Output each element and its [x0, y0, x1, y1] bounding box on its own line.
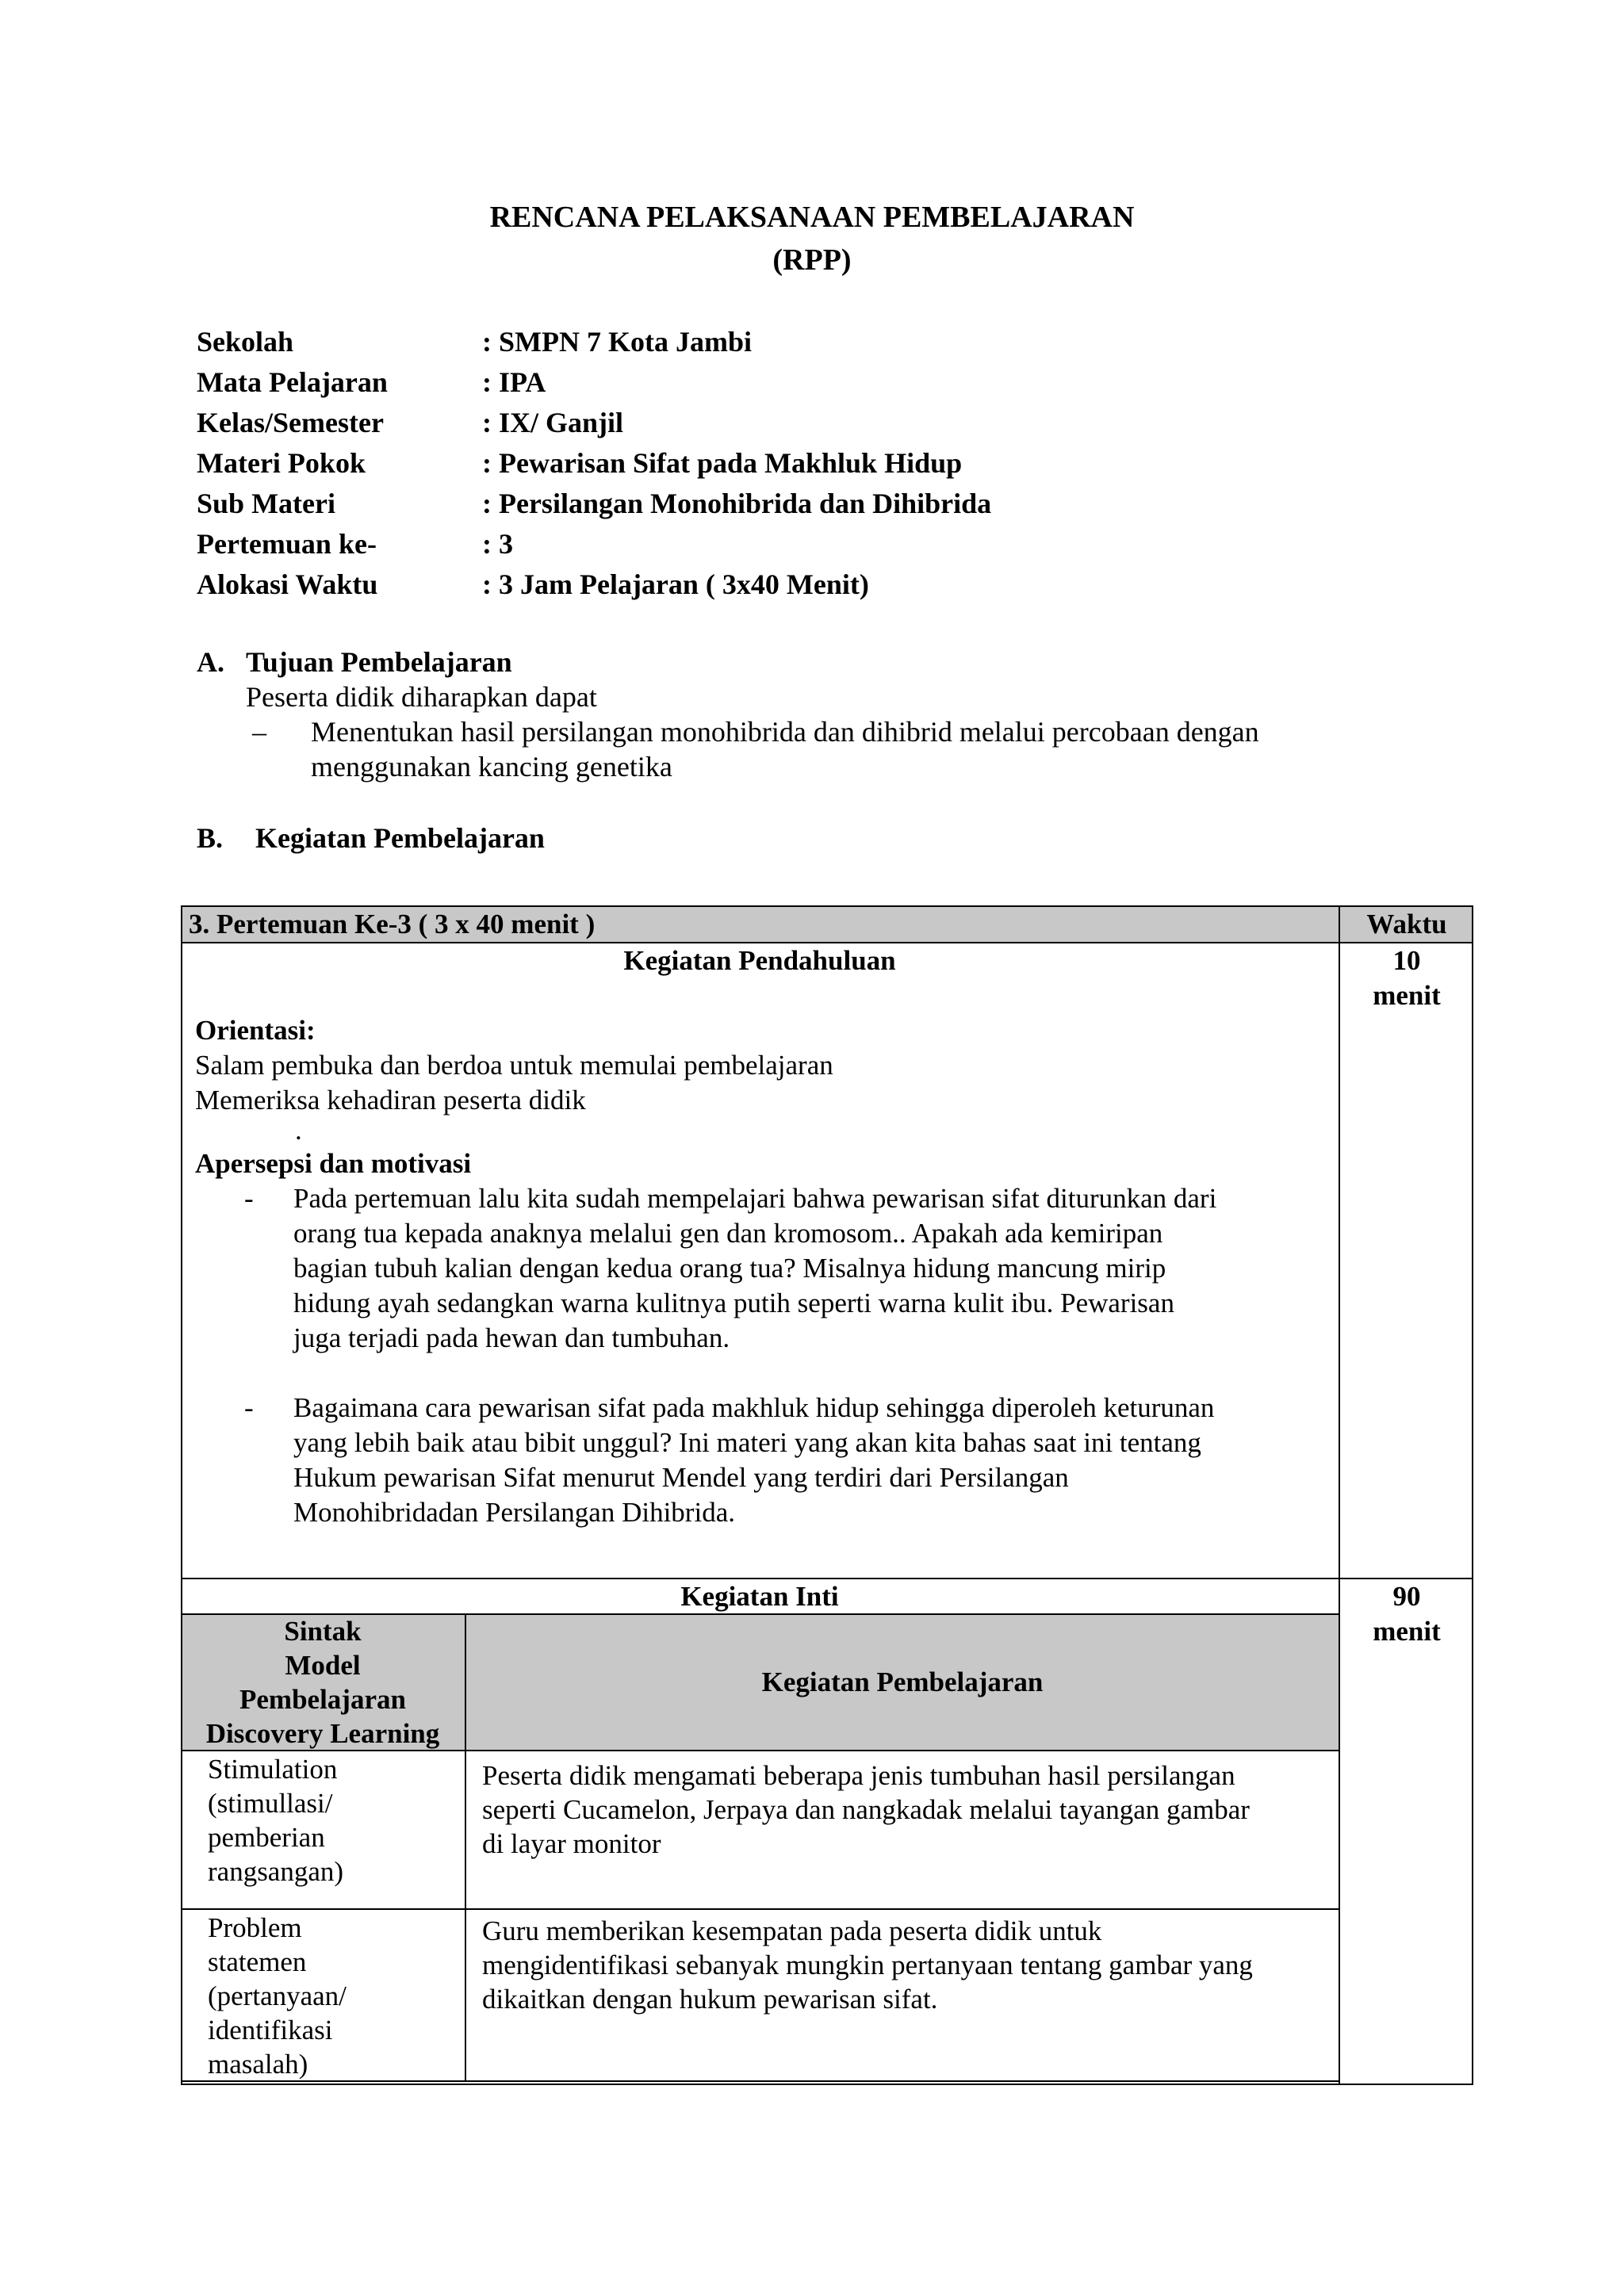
sintak-header-line: Pembelajaran	[239, 1684, 406, 1715]
sintak-header-line: Model	[285, 1650, 361, 1681]
bullet-marker: –	[252, 716, 266, 748]
apersepsi-para1-line: bagian tubuh kalian dengan kedua orang tua? Misalnya hidung mancung mirip	[293, 1253, 1166, 1284]
orientasi-dot: .	[295, 1115, 302, 1146]
problem-sintak-line: (pertanyaan/	[208, 1980, 347, 2011]
apersepsi-title: Apersepsi dan motivasi	[195, 1148, 472, 1179]
document-subtitle: (RPP)	[772, 243, 852, 277]
apersepsi-para1-line: Pada pertemuan lalu kita sudah mempelajari bahwa pewarisan sifat diturunkan dari	[293, 1183, 1217, 1214]
inti-title: Kegiatan Inti	[680, 1581, 839, 1612]
row-stimulation-rule	[181, 1908, 1339, 1910]
inti-time-value: 90	[1392, 1581, 1421, 1612]
identity-label: Sub Materi	[197, 488, 335, 519]
identity-value: : Persilangan Monohibrida dan Dihibrida	[482, 488, 992, 519]
apersepsi-para2-line: Monohibridadan Persilangan Dihibrida.	[293, 1497, 735, 1528]
identity-value: : IPA	[482, 366, 546, 398]
identity-label: Alokasi Waktu	[197, 568, 378, 600]
identity-label: Kelas/Semester	[197, 407, 384, 438]
table-header-meeting: 3. Pertemuan Ke-3 ( 3 x 40 menit )	[189, 909, 596, 939]
inti-time-unit: menit	[1373, 1616, 1441, 1647]
section-a-letter: A.	[197, 646, 224, 678]
identity-label: Pertemuan ke-	[197, 528, 377, 560]
table-border-bottom	[181, 2084, 1473, 2085]
table-inner-bottom	[181, 2080, 1339, 2082]
problem-sintak-line: Problem	[208, 1912, 302, 1943]
identity-label: Materi Pokok	[197, 447, 366, 479]
apersepsi-para2-line: Hukum pewarisan Sifat menurut Mendel yang terdiri dari Persilangan	[293, 1462, 1069, 1493]
stimulation-sintak-line: rangsangan)	[208, 1856, 344, 1887]
orientasi-line-2: Memeriksa kehadiran peserta didik	[195, 1085, 586, 1115]
waktu-column-divider	[1339, 905, 1340, 2085]
apersepsi-para1-line: orang tua kepada anaknya melalui gen dan kromosom.. Apakah ada kemiripan	[293, 1218, 1163, 1249]
objective-line-2: menggunakan kancing genetika	[311, 751, 672, 783]
section-b-title: Kegiatan Pembelajaran	[255, 822, 545, 854]
stimulation-kegiatan-line: Peserta didik mengamati beberapa jenis tumbuhan hasil persilangan	[482, 1760, 1235, 1791]
problem-sintak-line: masalah)	[208, 2049, 308, 2080]
apersepsi-para1-line: juga terjadi pada hewan dan tumbuhan.	[293, 1322, 730, 1353]
stimulation-kegiatan-line: seperti Cucamelon, Jerpaya dan nangkadak melalui tayangan gambar	[482, 1794, 1250, 1825]
identity-value: : Pewarisan Sifat pada Makhluk Hidup	[482, 447, 963, 479]
apersepsi-para2-line: yang lebih baik atau bibit unggul? Ini materi yang akan kita bahas saat ini tentang	[293, 1427, 1201, 1458]
stimulation-sintak-line: pemberian	[208, 1822, 325, 1853]
identity-value: : 3 Jam Pelajaran ( 3x40 Menit)	[482, 568, 869, 600]
activities-table	[181, 905, 1473, 2085]
section-a-title: Tujuan Pembelajaran	[246, 646, 512, 678]
sintak-header-line: Sintak	[284, 1616, 362, 1647]
table-header-waktu: Waktu	[1366, 909, 1447, 939]
pendahuluan-time-unit: menit	[1373, 980, 1441, 1011]
identity-value: : IX/ Ganjil	[482, 407, 624, 438]
objective-line-1: Menentukan hasil persilangan monohibrida dan dihibrid melalui percobaan dengan	[311, 716, 1259, 748]
identity-value: : 3	[482, 528, 513, 560]
problem-kegiatan-line: mengidentifikasi sebanyak mungkin pertanyaan tentang gambar yang	[482, 1950, 1253, 1980]
identity-label: Sekolah	[197, 326, 294, 358]
apersepsi-para2-line: Bagaimana cara pewarisan sifat pada makhluk hidup sehingga diperoleh keturunan	[293, 1392, 1215, 1423]
apersepsi-dash-1: -	[244, 1183, 254, 1214]
stimulation-kegiatan-line: di layar monitor	[482, 1828, 661, 1859]
problem-sintak-line: identifikasi	[208, 2015, 333, 2045]
section-a-intro: Peserta didik diharapkan dapat	[246, 681, 597, 713]
section-b-letter: B.	[197, 822, 224, 854]
kegiatan-header: Kegiatan Pembelajaran	[761, 1667, 1044, 1697]
pendahuluan-time-value: 10	[1392, 945, 1421, 976]
problem-sintak-line: statemen	[208, 1946, 307, 1977]
problem-kegiatan-line: Guru memberikan kesempatan pada peserta didik untuk	[482, 1915, 1102, 1946]
stimulation-sintak-line: (stimullasi/	[208, 1788, 333, 1819]
sintak-header-line: Discovery Learning	[205, 1718, 440, 1749]
identity-label: Mata Pelajaran	[197, 366, 388, 398]
stimulation-sintak-line: Stimulation	[208, 1754, 338, 1785]
table-border-right	[1472, 905, 1473, 2085]
problem-kegiatan-line: dikaitkan dengan hukum pewarisan sifat.	[482, 1984, 938, 2015]
apersepsi-para1-line: hidung ayah sedangkan warna kulitnya putih seperti warna kulit ibu. Pewarisan	[293, 1288, 1174, 1318]
pendahuluan-title: Kegiatan Pendahuluan	[623, 945, 896, 976]
apersepsi-dash-2: -	[244, 1392, 254, 1423]
document-title: RENCANA PELAKSANAAN PEMBELAJARAN	[489, 201, 1135, 234]
orientasi-title: Orientasi:	[195, 1015, 316, 1046]
identity-value: : SMPN 7 Kota Jambi	[482, 326, 752, 358]
orientasi-line-1: Salam pembuka dan berdoa untuk memulai pembelajaran	[195, 1050, 833, 1081]
